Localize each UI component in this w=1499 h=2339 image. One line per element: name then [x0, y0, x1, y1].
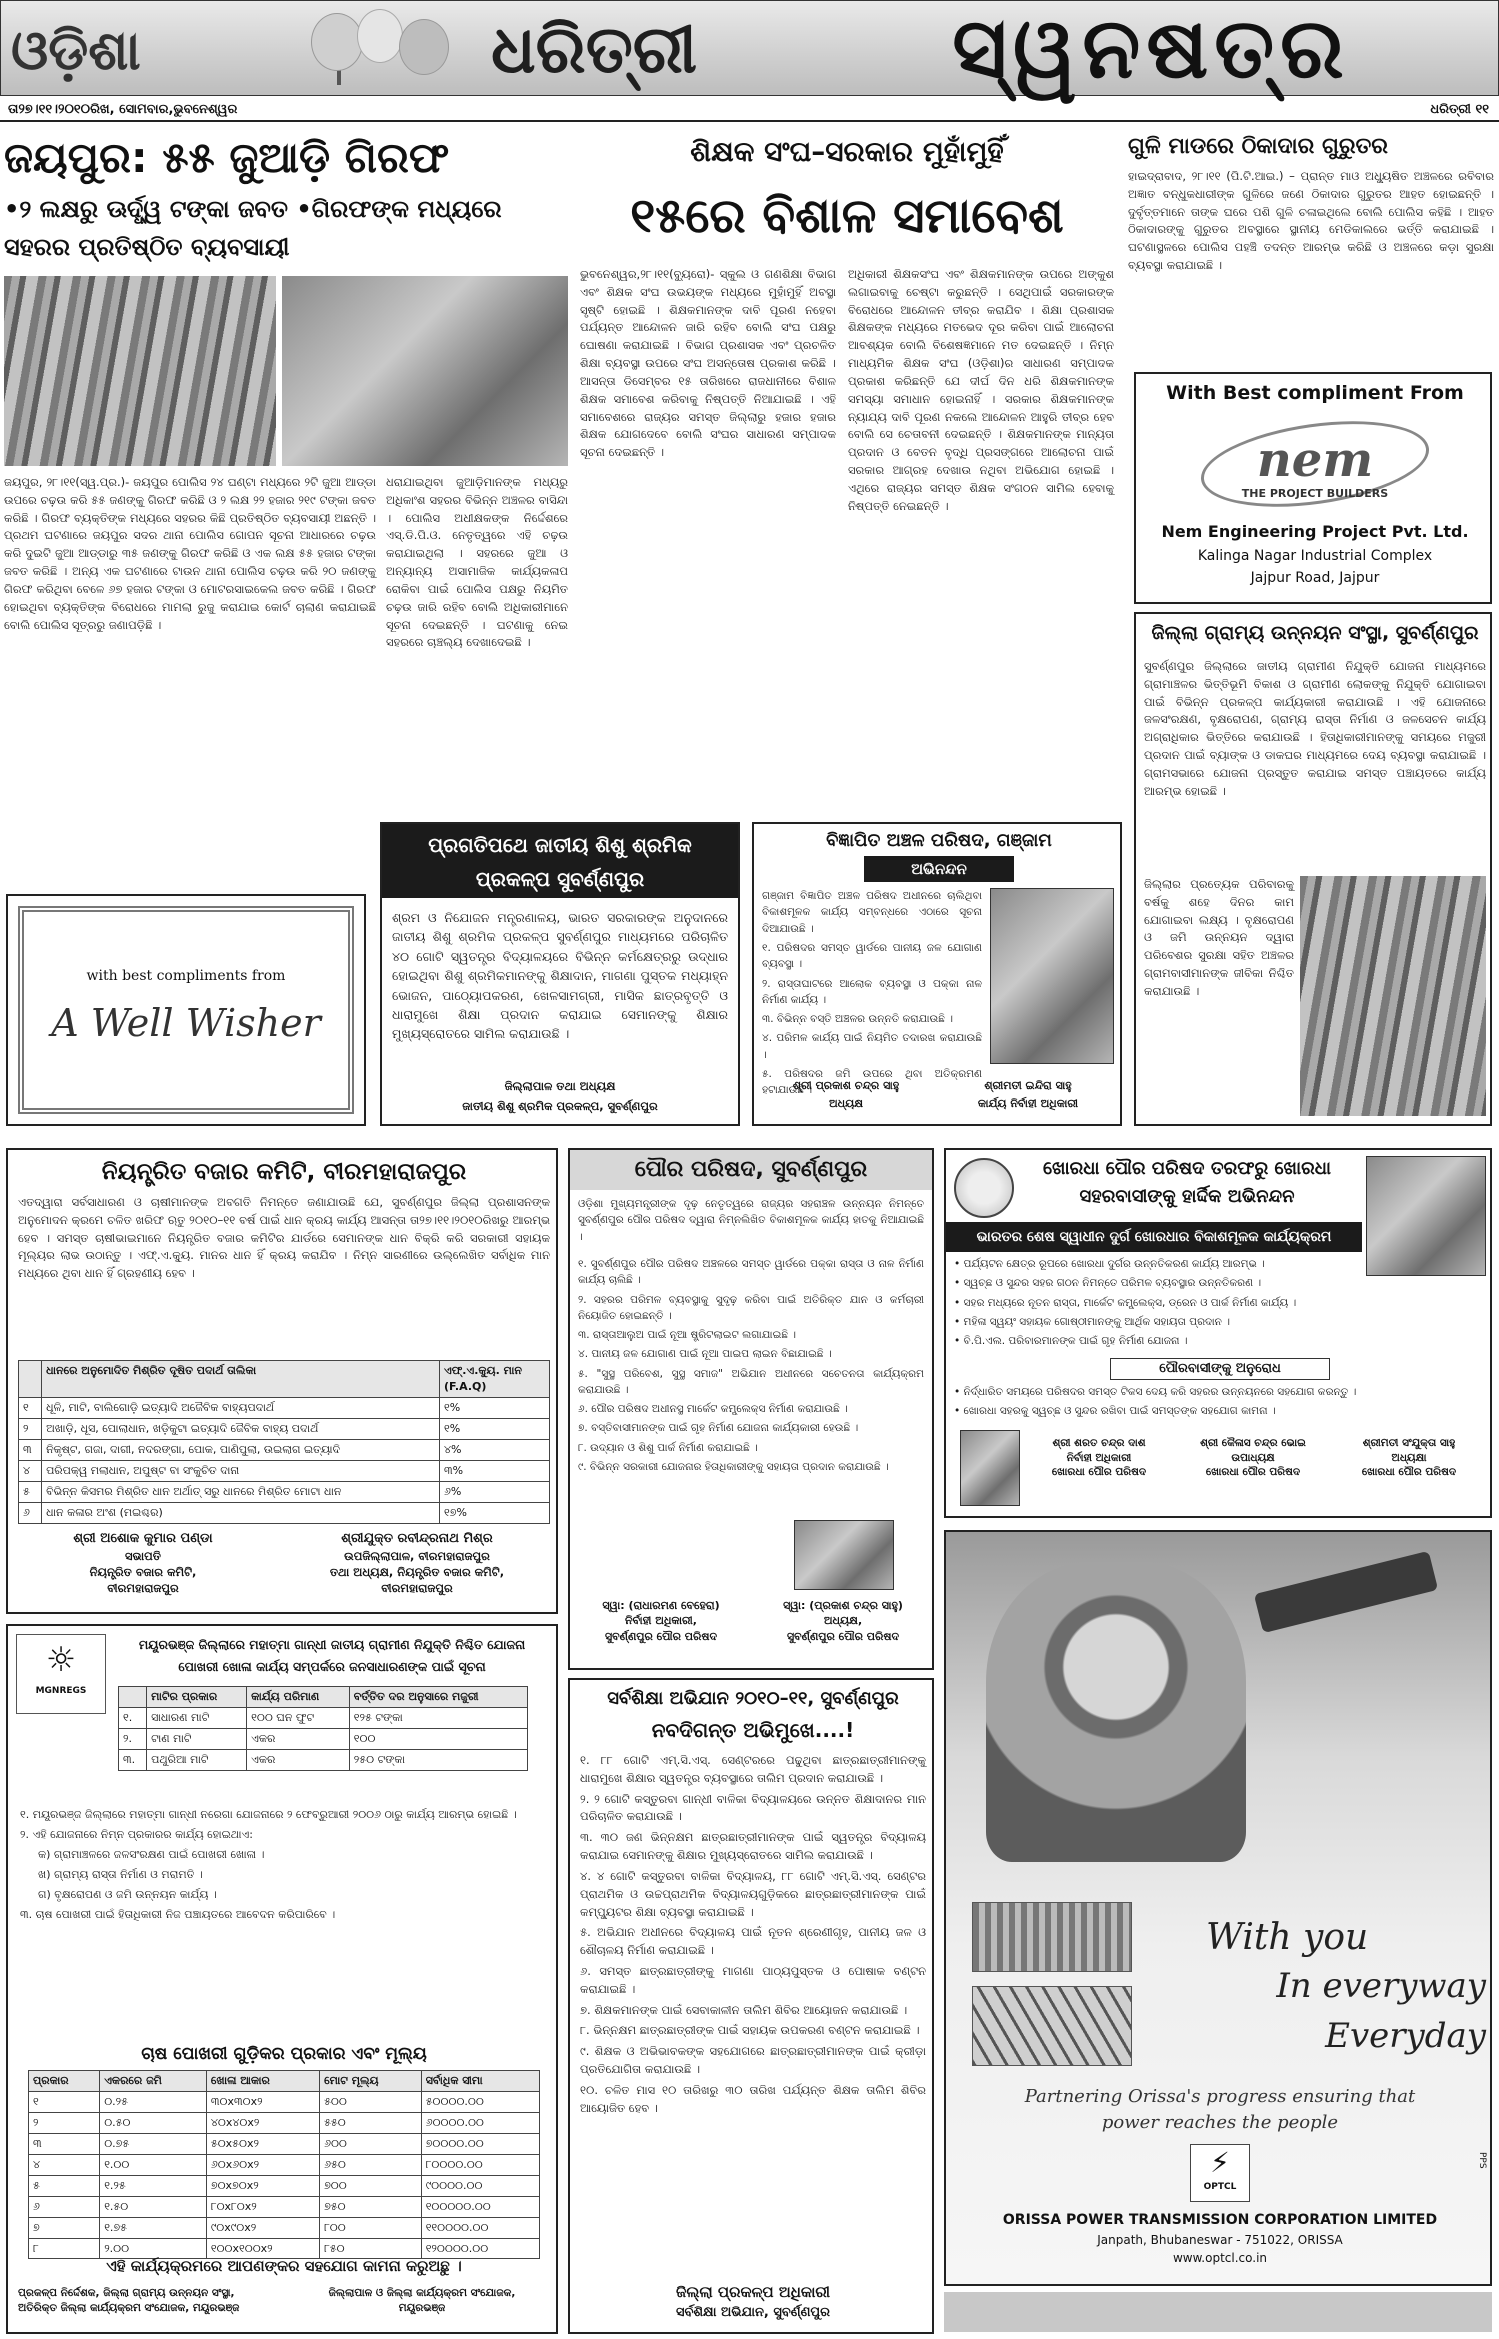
ad-ssa-sign-1: ଜିଲ୍ଲା ପ୍ରକଳ୍ପ ଅଧିକାରୀ	[675, 2283, 831, 2301]
ad-area-sign-1: ଶ୍ରୀ ପ୍ରକାଶ ଚନ୍ଦ୍ର ସାହୁ	[792, 1079, 900, 1092]
ad-paura-sign-1: ସ୍ୱା: (ରାଧାରମଣ ବେହେରା) ନିର୍ବାହୀ ଅଧିକାରୀ, ସୁବର୍ଣ୍ଣପୁର ପୌର ପରିଷଦ	[602, 1599, 720, 1643]
ad-nem-address-2: Jajpur Road, Jajpur	[1250, 570, 1380, 586]
ad-area-sign-2: ଶ୍ରୀମତୀ ଇନ୍ଦିରା ସାହୁ	[984, 1079, 1072, 1092]
list-item: ୧. ପରିଷଦର ସମସ୍ତ ୱାର୍ଡରେ ପାନୀୟ ଜଳ ଯୋଗାଣ ବ୍ୟବସ୍ଥା ।	[762, 942, 982, 971]
table-row: ୩. ପଥୁରିଆ ମାଟି ଏକର ୨୫୦ ଟଙ୍କା	[119, 1749, 528, 1770]
list-item: • ସହର ମଧ୍ୟରେ ନୂତନ ରାସ୍ତା, ମାର୍କେଟ କମ୍ପ୍ଲେକ୍ସ, ଡ୍ରେନ ଓ ପାର୍କ ନିର୍ମାଣ କାର୍ଯ୍ୟ ।	[954, 1296, 1297, 1309]
ad-ssa-subtitle: ନବଦିଗନ୍ତ ଅଭିମୁଖେ....!	[651, 1718, 855, 1742]
ad-area-sign-2-role: କାର୍ଯ୍ୟ ନିର୍ବାହୀ ଅଧିକାରୀ	[977, 1097, 1079, 1110]
photo-police-raid-2	[282, 276, 568, 466]
ad-optcl-line-3: Everyday	[1325, 2016, 1486, 2056]
ad-khordha-bar: ଭାରତର ଶେଷ ସ୍ୱାଧୀନ ଦୁର୍ଗ ଖୋରଧାର ବିକାଶମୂଳକ କାର୍ଯ୍ୟକ୍ରମ	[946, 1222, 1362, 1252]
list-item: ୮. ଉଦ୍ୟାନ ଓ ଶିଶୁ ପାର୍କ ନିର୍ମାଣ କରାଯାଇଛି ।	[578, 1441, 758, 1454]
list-item: ଖ) ଗ୍ରାମ୍ୟ ରାସ୍ତା ନିର୍ମାଣ ଓ ମରାମତି ।	[38, 1868, 203, 1882]
table-row: ୬ ୧.୫୦ ୮୦x୮୦x୨ ୭୫୦ ୧୦୦୦୦୦.୦୦	[29, 2196, 540, 2217]
ad-area-body: ଗଞ୍ଜାମ ବିଜ୍ଞାପିତ ଅଞ୍ଚଳ ପରିଷଦ ଅଧୀନରେ ଚାଲିଥିବା ବିକାଶମୂଳକ କାର୍ଯ୍ୟ ସମ୍ବନ୍ଧରେ ଏଠାରେ ସୂଚନା ଦିଆଯାଉଛି ।	[762, 890, 982, 935]
table-row: ୫ ବିଭିନ୍ନ କିସମର ମିଶ୍ରିତ ଧାନ ଅର୍ଥାତ୍ ସରୁ ଧାନରେ ମିଶ୍ରିତ ମୋଟା ଧାନ ୬%	[19, 1481, 550, 1502]
nem-logo	[1200, 420, 1430, 510]
ad-optcl-tagline-2: power reaches the people	[1101, 2112, 1339, 2133]
story-jaipur-body: ଜୟପୁର, ୨୮।୧୧(ସ୍ୱ.ପ୍ର.)- ଜୟପୁର ପୋଲିସ ୨୪ ଘଣ୍ଟା ମଧ୍ୟରେ ୨ଟି ଜୁଆ ଆଡ୍ଡା ଉପରେ ଚଢ଼ଉ କରି ୫୫ ଜଣଙ୍କୁ ଗିରଫ କରିଛି ଓ ୨ ଲକ୍ଷ ୨୨ ହଜାର ୨୧୯ ଟଙ୍କା ଜବତ କରିଛି । ଗିରଫ ବ୍ୟକ୍ତିଙ୍କ ମଧ୍ୟରେ ସହରର କିଛି ପ୍ରତିଷ୍ଠିତ ବ୍ୟବସାୟୀ ଅଛନ୍ତି । ପ୍ରଥମ ଘଟଣାରେ ଜୟପୁର ସଦର ଥାନା ପୋଲିସ ଗୋପନ ସୂଚନା ଆଧାରରେ ଚଢ଼ଉ କରି ଦୁଇଟି ଜୁଆ ଆଡ୍ଡାରୁ ୩୫ ଜଣଙ୍କୁ ଗିରଫ କରିଛି ଓ ଏକ ଲକ୍ଷ ୫୫ ହଜାର ଟଙ୍କା ଜବତ କରିଛି । ଅନ୍ୟ ଏକ ଘଟଣାରେ ଟାଉନ ଥାନା ପୋଲିସ ଚଢ଼ଉ କରି ୨୦ ଜଣଙ୍କୁ ଗିରଫ କରିଥିବା ବେଳେ ୬୭ ହଜାର ଟଙ୍କା ଓ ମୋଟରସାଇକେଲ ଜବତ କରିଛି । ଗିରଫ ହୋଇଥିବା ବ୍ୟକ୍ତିଙ୍କ ବିରୋଧରେ ମାମଲା ରୁଜୁ କରାଯାଇ କୋର୍ଟ ଚାଲାଣ କରାଯାଇଛି ବୋଲି ପୋଲିସ ସୂତ୍ରରୁ ଜଣାପଡ଼ିଛି ।	[4, 475, 376, 632]
list-item: ୯. ଶିକ୍ଷକ ଓ ଅଭିଭାବକଙ୍କ ସହଯୋଗରେ ଛାତ୍ରଛାତ୍ରୀମାନଙ୍କ ପାଇଁ କ୍ରୀଡ଼ା ପ୍ରତିଯୋଗିତା କରାଯାଉଛି ।	[580, 2044, 926, 2076]
story-contractor-body: ହାଇଦ୍ରାବାଦ, ୨୮।୧୧ (ପି.ଟି.ଆଇ.) – ପ୍ରାନ୍ତ ମାଓ ଅଧ୍ୟୁଷିତ ଅଞ୍ଚଳରେ ରବିବାର ଅଜ୍ଞାତ ବନ୍ଧୁକଧାରୀଙ୍କ ଗୁଳିରେ ଜଣେ ଠିକାଦାର ଗୁରୁତର ଆହତ ହୋଇଛନ୍ତି । ଦୁର୍ବୃତ୍ତମାନେ ତାଙ୍କ ଘରେ ପଶି ଗୁଳି ଚଳାଇଥିଲେ ବୋଲି ପୋଲିସ କହିଛି । ଆହତ ଠିକାଦାରଙ୍କୁ ଗୁରୁତର ଅବସ୍ଥାରେ ସ୍ଥାନୀୟ ମେଡିକାଲରେ ଭର୍ତ୍ତି କରାଯାଇଛି । ଘଟଣାସ୍ଥଳରେ ପୋଲିସ ପହଞ୍ଚି ତଦନ୍ତ ଆରମ୍ଭ କରିଛି ଓ ଅଞ୍ଚଳରେ କଡ଼ା ସୁରକ୍ଷା ବ୍ୟବସ୍ଥା କରାଯାଇଛି ।	[1128, 169, 1494, 273]
ad-optcl-tagline-1: Partnering Orissa's progress ensuring that	[1024, 2086, 1416, 2107]
list-item: ୪. ପାନୀୟ ଜଳ ଯୋଗାଣ ପାଇଁ ନୂଆ ପାଇପ ଲାଇନ ବିଛାଯାଇଛି ।	[578, 1348, 832, 1361]
photo-building	[972, 1902, 1132, 1972]
story-contractor	[1128, 128, 1494, 360]
ad-paura-intro: ଓଡ଼ିଶା ମୁଖ୍ୟମନ୍ତ୍ରୀଙ୍କ ଦୃଢ଼ ନେତୃତ୍ୱରେ ରାଜ୍ୟର ସହରାଞ୍ଚଳ ଉନ୍ନୟନ ନିମନ୍ତେ ସୁବର୍ଣ୍ଣପୁର ପୌର ପରିଷଦ ଦ୍ୱାରା ନିମ୍ନଲିଖିତ ବିକାଶମୂଳକ କାର୍ଯ୍ୟ ହାତକୁ ନିଆଯାଇଛି ।	[578, 1198, 924, 1243]
list-item: • ଖୋରଧା ସହରକୁ ସ୍ୱଚ୍ଛ ଓ ସୁନ୍ଦର ରଖିବା ପାଇଁ ସମସ୍ତଙ୍କ ସହଯୋଗ କାମନା ।	[954, 1405, 1276, 1418]
table-row: ୧ ଧୂଳି, ମାଟି, ବାଲିଗୋଡ଼ି ଇତ୍ୟାଦି ଅଜୈବିକ ବାହ୍ୟପଦାର୍ଥ ୧%	[19, 1397, 550, 1418]
ad-khordha-list-2	[954, 1384, 1484, 1424]
ad-area-council	[752, 822, 1122, 1126]
list-item: ୩. ବିଭିନ୍ନ ବସ୍ତି ଅଞ୍ଚଳର ଉନ୍ନତି କରାଯାଉଛି ।	[762, 1013, 953, 1026]
story-teachers-kicker: ଶିକ୍ଷକ ସଂଘ–ସରକାର ମୁହାଁମୁହିଁ	[690, 135, 1004, 168]
ad-khordha	[944, 1148, 1492, 1518]
ad-paura-subarnapur	[568, 1148, 934, 1670]
ad-paura-sign-2: ସ୍ୱା: (ପ୍ରକାଶ ଚନ୍ଦ୍ର ସାହୁ) ଅଧ୍ୟକ୍ଷ, ସୁବର୍ଣ୍ଣପୁର ପୌର ପରିଷଦ	[783, 1599, 903, 1643]
table-header: ଖୋଳା ଆକାର	[206, 2071, 319, 2092]
story-jaipur-subhead: •୨ ଲକ୍ଷରୁ ଊର୍ଦ୍ଧ୍ୱ ଟଙ୍କା ଜବତ •ଗିରଫଙ୍କ ମଧ୍ୟରେ ସହରର ପ୍ରତିଷ୍ଠିତ ବ୍ୟବସାୟୀ	[4, 195, 502, 261]
mgnrega-logo-text: MGNREGS	[35, 1686, 87, 1696]
ad-mgnrega-footer: ଏହି କାର୍ଯ୍ୟକ୍ରମରେ ଆପଣଙ୍କର ସହଯୋଗ କାମନା କରୁଅଛୁ ।	[106, 2257, 462, 2275]
ad-mgnrega-table-2	[28, 2070, 540, 2255]
ad-nem-company: Nem Engineering Project Pvt. Ltd.	[1161, 522, 1469, 541]
nem-logo-sub: THE PROJECT BUILDERS	[1241, 487, 1389, 500]
story-teachers	[574, 128, 1120, 808]
table-row: ୩ ୦.୭୫ ୫୦x୫୦x୨ ୬୦୦ ୭୦୦୦୦.୦୦	[29, 2133, 540, 2154]
ad-mgnrega-sign-2: ଜିଲ୍ଲାପାଳ ଓ ଜିଲ୍ଲା କାର୍ଯ୍ୟକ୍ରମ ସଂଯୋଜକ, ମୟୂରଭଞ୍ଜ	[328, 2287, 516, 2314]
photo-area-president	[990, 888, 1114, 1064]
dateline: ତା୨୭।୧୧।୨୦୧୦ରିଖ, ସୋମବାର,ଭୁବନେଶ୍ୱର	[8, 102, 238, 117]
story-teachers-headline: ୧୫ରେ ବିଶାଳ ସମାବେଶ	[630, 188, 1064, 244]
ad-mgnrega-table-2-title: ଚାଷ ପୋଖରୀ ଗୁଡ଼ିକର ପ୍ରକାର ଏବଂ ମୂଲ୍ୟ	[141, 2044, 427, 2064]
ad-market-table	[18, 1360, 550, 1520]
table-row: ୫ ୧.୨୫ ୭୦x୭୦x୨ ୭୦୦ ୯୦୦୦୦.୦୦	[29, 2175, 540, 2196]
table-row: ୧ ୦.୨୫ ୩୦x୩୦x୨ ୫୦୦ ୫୦୦୦୦.୦୦	[29, 2091, 540, 2112]
ad-nclp-sign-1: ଜିଲ୍ଲାପାଳ ତଥା ଅଧ୍ୟକ୍ଷ	[504, 1079, 616, 1093]
list-item: • ମହିଳା ସ୍ୱୟଂ ସହାୟକ ଗୋଷ୍ଠୀମାନଙ୍କୁ ଆର୍ଥିକ ସହାୟତା ପ୍ରଦାନ ।	[954, 1315, 1230, 1328]
list-item: ୬. ସମସ୍ତ ଛାତ୍ରଛାତ୍ରୀଙ୍କୁ ମାଗଣା ପାଠ୍ୟପୁସ୍ତକ ଓ ପୋଷାକ ବଣ୍ଟନ କରାଯାଇଛି ।	[580, 1963, 926, 1996]
ad-ssa-sign-2: ସର୍ବଶିକ୍ଷା ଅଭିଯାନ, ସୁବର୍ଣ୍ଣପୁର	[676, 2305, 830, 2320]
masthead	[0, 0, 1499, 96]
ad-nem-top: With Best compliment From	[1166, 382, 1464, 404]
ad-nclp-sign-2: ଜାତୀୟ ଶିଶୁ ଶ୍ରମିକ ପ୍ରକଳ୍ପ, ସୁବର୍ଣ୍ଣପୁର	[462, 1099, 658, 1113]
story-jaipur-headline: ଜୟପୁର: ୫୫ ଜୁଆଡ଼ି ଗିରଫ	[4, 133, 450, 182]
table-header: ଏକରରେ ଜମି	[100, 2071, 207, 2092]
story-contractor-headline: ଗୁଳି ମାଡରେ ଠିକାଦାର ଗୁରୁତର	[1128, 134, 1388, 159]
ad-ssa-list	[580, 1752, 926, 2272]
list-item: ୭. ବସ୍ତିବାସୀମାନଙ୍କ ପାଇଁ ଗୃହ ନିର୍ମାଣ ଯୋଜନା କାର୍ଯ୍ୟକାରୀ ହେଉଛି ।	[578, 1422, 859, 1435]
dateline-bar	[0, 98, 1499, 122]
ad-optcl-website: www.optcl.co.in	[1172, 2251, 1268, 2265]
grey-strip	[944, 2292, 1492, 2332]
table-row: ୨ ଅଖାଡ଼ି, ଧୂସ, ପୋଲାଧାନ, ଖଡ଼ିକୁଟା ଇତ୍ୟାଦି ଜୈବିକ ବାହ୍ୟ ପଦାର୍ଥ ୧%	[19, 1418, 550, 1439]
ad-khordha-title-2: ସହରବାସୀଙ୍କୁ ହାର୍ଦ୍ଦିକ ଅଭିନନ୍ଦନ	[1079, 1186, 1295, 1207]
table-row: ୨. ଟାଣ ମାଟି ଏକର ୧୦୦	[119, 1728, 528, 1749]
story-jaipur	[4, 128, 568, 808]
ad-optcl-line-1: With you	[1206, 1917, 1369, 1958]
table-header	[19, 1361, 42, 1398]
list-item: ୩. ୩୦ ଜଣ ଭିନ୍ନକ୍ଷମ ଛାତ୍ରଛାତ୍ରୀମାନଙ୍କ ପାଇଁ ସ୍ୱତନ୍ତ୍ର ବିଦ୍ୟାଳୟ କରାଯାଇ ସେମାନଙ୍କୁ ଶିକ୍ଷାର ମୁଖ୍ୟସ୍ରୋତରେ ସାମିଲ କରାଯାଉଛି ।	[580, 1830, 926, 1863]
lamp-icon	[1254, 1551, 1438, 1633]
ad-mgnrega-title-2: ପୋଖରୀ ଖୋଳା କାର୍ଯ୍ୟ ସମ୍ପର୍କରେ ଜନସାଧାରଣଙ୍କ ପାଇଁ ସୂଚନା	[178, 1659, 486, 1674]
ad-area-sign-1-role: ଅଧ୍ୟକ୍ଷ	[828, 1097, 864, 1110]
list-item: ୪. ପରିମଳ କାର୍ଯ୍ୟ ପାଇଁ ନିୟମିତ ତଦାରଖ କରାଯାଉଛି ।	[762, 1032, 982, 1061]
ad-optcl	[944, 1530, 1492, 2286]
table-row: ୩ ନିକୃଷ୍ଟ, ଗଜା, ଦାଗୀ, ନଦରଙ୍ଗା, ପୋକ, ପାଣିପୁଲା, ଉଇଲାଗ ଇତ୍ୟାଦି ୪%	[19, 1439, 550, 1460]
khordha-emblem	[954, 1158, 1014, 1218]
story-jaipur-body-2: ଧରାଯାଇଥିବା ଜୁଆଡ଼ିମାନଙ୍କ ମଧ୍ୟରୁ ଅଧିକାଂଶ ସହରର ବିଭିନ୍ନ ଅଞ୍ଚଳର ବାସିନ୍ଦା । ପୋଲିସ ଅଧୀକ୍ଷକଙ୍କ ନିର୍ଦ୍ଦେଶରେ ଏସ୍.ଡି.ପି.ଓ. ନେତୃତ୍ୱରେ ଏହି ଚଢ଼ଉ କରାଯାଇଥିଲା । ସହରରେ ଜୁଆ ଓ ଅନ୍ୟାନ୍ୟ ଅସାମାଜିକ କାର୍ଯ୍ୟକଳାପ ରୋକିବା ପାଇଁ ପୋଲିସ ପକ୍ଷରୁ ନିୟମିତ ଚଢ଼ଉ ଜାରି ରହିବ ବୋଲି ଅଧିକାରୀମାନେ ସୂଚନା ଦେଇଛନ୍ତି । ଘଟଣାକୁ ନେଇ ସହରରେ ଚାଞ୍ଚଲ୍ୟ ଦେଖାଦେଇଛି ।	[386, 475, 568, 650]
ad-market-body: ଏତଦ୍ୱାରା ସର୍ବସାଧାରଣ ଓ ଚାଷୀମାନଙ୍କ ଅବଗତି ନିମନ୍ତେ ଜଣାଯାଉଛି ଯେ, ସୁବର୍ଣ୍ଣପୁର ଜିଲ୍ଲା ପ୍ରଶାସନଙ୍କ ଅନୁମୋଦନ କ୍ରମେ ଚଳିତ ଖରିଫ ଋତୁ ୨୦୧୦–୧୧ ବର୍ଷ ପାଇଁ ଧାନ କ୍ରୟ କାର୍ଯ୍ୟ ଆସନ୍ତା ତା୨୭।୧୧।୨୦୧୦ରିଖରୁ ଆରମ୍ଭ ହେବ । ସମସ୍ତ ଚାଷୀଭାଇମାନେ ନିୟନ୍ତ୍ରିତ ବଜାର କମିଟିର ଯାର୍ଡରେ ସେମାନଙ୍କ ଧାନ ବିକ୍ରି କରି ସରକାରୀ ସହାୟକ ମୂଲ୍ୟର ଲାଭ ଉଠାନ୍ତୁ । ଏଫ୍.ଏ.କ୍ୟୁ. ମାନର ଧାନ ହିଁ କ୍ରୟ କରାଯିବ । ନିମ୍ନ ସାରଣୀରେ ଉଲ୍ଲେଖିତ ସର୍ବାଧିକ ମାନ ମଧ୍ୟରେ ଥିବା ଧାନ ହିଁ ଗ୍ରହଣୀୟ ହେବ ।	[18, 1195, 550, 1281]
ad-khordha-title-1: ଖୋରଧା ପୌର ପରିଷଦ ତରଫରୁ ଖୋରଧା	[1042, 1158, 1332, 1179]
list-item: ୧. ମୟୂରଭଞ୍ଜ ଜିଲ୍ଲାରେ ମହାତ୍ମା ଗାନ୍ଧୀ ନରେଗା ଯୋଜନାରେ ୨ ଫେବ୍ରୁଆରୀ ୨୦୦୬ ଠାରୁ କାର୍ଯ୍ୟ ଆରମ୍ଭ ହୋଇଛି ।	[20, 1808, 517, 1821]
table-header: ପ୍ରକାର	[29, 2071, 100, 2092]
masthead-edition: ଓଡ଼ିଶା	[11, 15, 341, 85]
list-item: ୧୦. ଚଳିତ ମାସ ୧୦ ତାରିଖରୁ ୩୦ ତାରିଖ ପର୍ଯ୍ୟନ୍ତ ଶିକ୍ଷକ ତାଲିମ ଶିବିର ଆୟୋଜିତ ହେବ ।	[580, 2082, 926, 2115]
ad-mgnrega-sign-1: ପ୍ରକଳ୍ପ ନିର୍ଦ୍ଦେଶକ, ଜିଲ୍ଲା ଗ୍ରାମ୍ୟ ଉନ୍ନୟନ ସଂସ୍ଥା, ଅତିରିକ୍ତ ଜିଲ୍ଲା କାର୍ଯ୍ୟକ୍ରମ ସଂଯୋଜକ, ମୟୂରଭଞ୍ଜ	[18, 2287, 240, 2314]
ad-khordha-sign-1: ଶ୍ରୀ ଶରତ ଚନ୍ଦ୍ର ଦାଶ ନିର୍ବାହୀ ଅଧିକାରୀ ଖୋରଧା ପୌର ପରିଷଦ	[1051, 1437, 1147, 1479]
table-row: ୨ ୦.୫୦ ୪୦x୪୦x୨ ୫୫୦ ୬୦୦୦୦.୦୦	[29, 2112, 540, 2133]
photo-paura-official	[794, 1520, 894, 1590]
ad-area-badge: ଅଭିନନ୍ଦନ	[864, 856, 1014, 882]
ad-khordha-sign-3: ଶ୍ରୀମତୀ ସଂଯୁକ୍ତା ସାହୁ ଅଧ୍ୟକ୍ଷା ଖୋରଧା ପୌର ପରିଷଦ	[1361, 1437, 1457, 1479]
ad-drda-body-2: ଜିଲ୍ଲାର ପ୍ରତ୍ୟେକ ପରିବାରକୁ ବର୍ଷକୁ ଶହେ ଦିନର କାମ ଯୋଗାଇବା ଲକ୍ଷ୍ୟ । ବୃକ୍ଷରୋପଣ ଓ ଜମି ଉନ୍ନୟନ ଦ୍ୱାରା ପରିବେଶର ସୁରକ୍ଷା ସହିତ ଅଞ୍ଚଳର ଗ୍ରାମବାସୀମାନଙ୍କ ଜୀବିକା ନିଶ୍ଚିତ କରାଯାଉଛି ।	[1144, 877, 1294, 998]
photo-substation	[972, 1986, 1132, 2066]
list-item: ୮. ଭିନ୍ନକ୍ଷମ ଛାତ୍ରଛାତ୍ରୀଙ୍କ ପାଇଁ ସହାୟକ ଉପକରଣ ବଣ୍ଟନ କରାଯାଇଛି ।	[580, 2023, 920, 2038]
table-row: ୮ ୨.୦୦ ୧୦୦x୧୦୦x୨ ୮୫୦ ୧୨୦୦୦୦.୦୦	[29, 2238, 540, 2259]
list-item: ୫. ପରିଷଦର ଜମି ଉପରେ ଥିବା ଅତିକ୍ରମଣ ହଟାଯାଉଛି ।	[762, 1067, 982, 1097]
ad-nclp-title: ପ୍ରଗତିପଥେ ଜାତୀୟ ଶିଶୁ ଶ୍ରମିକ ପ୍ରକଳ୍ପ ସୁବର୍ଣ୍ଣପୁର	[382, 824, 738, 898]
ad-khordha-list	[954, 1256, 1484, 1356]
ad-drda-body: ସୁବର୍ଣ୍ଣପୁର ଜିଲ୍ଲାରେ ଜାତୀୟ ଗ୍ରାମୀଣ ନିଯୁକ୍ତି ଯୋଜନା ମାଧ୍ୟମରେ ଗ୍ରାମାଞ୍ଚଳର ଭିତ୍ତିଭୂମି ବିକାଶ ଓ ଗ୍ରାମୀଣ ଲୋକଙ୍କୁ ନିଯୁକ୍ତି ଯୋଗାଇବା ପାଇଁ ବିଭିନ୍ନ ପ୍ରକଳ୍ପ କାର୍ଯ୍ୟକାରୀ କରାଯାଉଛି । ଏହି ଯୋଜନାରେ ଜଳସଂରକ୍ଷଣ, ବୃକ୍ଷରୋପଣ, ଗ୍ରାମ୍ୟ ରାସ୍ତା ନିର୍ମାଣ ଓ ଜଳସେଚନ କାର୍ଯ୍ୟ ଅଗ୍ରାଧିକାର ଭିତ୍ତିରେ କରାଯାଉଛି । ହିତାଧିକାରୀମାନଙ୍କୁ ସମୟରେ ମଜୁରୀ ପ୍ରଦାନ ପାଇଁ ବ୍ୟାଙ୍କ ଓ ଡାକଘର ମାଧ୍ୟମରେ ଦେୟ ବ୍ୟବସ୍ଥା କରାଯାଇଛି । ଗ୍ରାମସଭାରେ ଯୋଜନା ପ୍ରସ୍ତୁତ କରାଯାଇ ସମସ୍ତ ପଞ୍ଚାୟତରେ କାର୍ଯ୍ୟ ଆରମ୍ଭ ହୋଇଛି ।	[1144, 659, 1486, 798]
ad-mgnrega-title-1: ମୟୂରଭଞ୍ଜ ଜିଲ୍ଲାରେ ମହାତ୍ମା ଗାନ୍ଧୀ ଜାତୀୟ ଗ୍ରାମୀଣ ନିଯୁକ୍ତି ନିଶ୍ଚିତ ଯୋଜନା	[138, 1637, 526, 1652]
list-item: ୩. ରାସ୍ତାଆଲୁଅ ପାଇଁ ନୂଆ ଷ୍ଟ୍ରିଟଲାଇଟ ଲଗାଯାଇଛି ।	[578, 1329, 797, 1342]
ad-market-sign-1: ଶ୍ରୀ ଅଶୋକ କୁମାର ପଣ୍ଡା ସଭାପତି ନିୟନ୍ତ୍ରିତ ବଜାର କମିଟି, ବୀରମହାରାଜପୁର	[73, 1531, 213, 1596]
ad-market-title: ନିୟନ୍ତ୍ରିତ ବଜାର କମିଟି, ବୀରମହାରାଜପୁର	[101, 1159, 467, 1185]
ad-khordha-mid: ପୌରବାସୀଙ୍କୁ ଅନୁରୋଧ	[1110, 1358, 1330, 1380]
ad-mgnrega-table-1	[118, 1686, 528, 1796]
photo-police-raid-1	[4, 276, 276, 466]
balloons-decoration	[301, 7, 461, 91]
list-item: • ସ୍ୱଚ୍ଛ ଓ ସୁନ୍ଦର ସହର ଗଠନ ନିମନ୍ତେ ପରିମଳ ବ୍ୟବସ୍ଥାର ଉନ୍ନତିକରଣ ।	[954, 1277, 1262, 1290]
list-item: ୨. ଏହି ଯୋଜନାରେ ନିମ୍ନ ପ୍ରକାରର କାର୍ଯ୍ୟ ହୋଇଥାଏ:	[20, 1828, 253, 1842]
list-item: • ପର୍ଯ୍ୟଟନ କ୍ଷେତ୍ର ରୂପରେ ଖୋରଧା ଦୁର୍ଗର ଉନ୍ନତିକରଣ କାର୍ଯ୍ୟ ଆରମ୍ଭ ।	[954, 1258, 1265, 1270]
table-row: ୪ ୧.୦୦ ୬୦x୬୦x୨ ୬୫୦ ୮୦୦୦୦.୦୦	[29, 2154, 540, 2175]
list-item: ୭. ଶିକ୍ଷକମାନଙ୍କ ପାଇଁ ସେବାକାଳୀନ ତାଲିମ ଶିବିର ଆୟୋଜନ କରାଯାଉଛି ।	[580, 2002, 908, 2017]
list-item: ୩. ଚାଷ ପୋଖରୀ ପାଇଁ ହିତାଧିକାରୀ ନିଜ ପଞ୍ଚାୟତରେ ଆବେଦନ କରିପାରିବେ ।	[20, 1908, 336, 1922]
ad-ssa-title: ସର୍ବଶିକ୍ଷା ଅଭିଯାନ ୨୦୧୦–୧୧, ସୁବର୍ଣ୍ଣପୁର	[607, 1688, 899, 1709]
table-header	[119, 1687, 147, 1708]
list-item: ୫. ଅଭିଯାନ ଅଧୀନରେ ବିଦ୍ୟାଳୟ ପାଇଁ ନୂତନ ଶ୍ରେଣୀଗୃହ, ପାନୀୟ ଜଳ ଓ ଶୌଚାଳୟ ନିର୍ମାଣ କରାଯାଇଛି ।	[580, 1925, 926, 1958]
table-row: ୧. ସାଧାରଣ ମାଟି ୧୦୦ ଘନ ଫୁଟ ୧୨୫ ଟଙ୍କା	[119, 1707, 528, 1728]
photo-plantation	[1300, 876, 1486, 1116]
photo-khordha-officer	[960, 1430, 1020, 1506]
ad-mgnrega-mayurbhanj	[6, 1624, 558, 2334]
ad-optcl-company: ORISSA POWER TRANSMISSION CORPORATION LIMITED	[1002, 2212, 1438, 2228]
table-row: ୬ ଧାନ କଳାର ଅଂଶ (ମଇଶ୍ଚର) ୧୭%	[19, 1502, 550, 1523]
list-item: • ବି.ପି.ଏଲ. ପରିବାରମାନଙ୍କ ପାଇଁ ଗୃହ ନିର୍ମାଣ ଯୋଜନା ।	[954, 1335, 1188, 1348]
ad-khordha-sign-2: ଶ୍ରୀ କୈଳାସ ଚନ୍ଦ୍ର ଭୋଇ ଉପାଧ୍ୟକ୍ଷ ଖୋରଧା ପୌର ପରିଷଦ	[1200, 1437, 1306, 1479]
list-item: ୨. ୨ ଗୋଟି କସ୍ତୁରବା ଗାନ୍ଧୀ ବାଳିକା ବିଦ୍ୟାଳୟରେ ଉନ୍ନତ ଶିକ୍ଷାଦାନର ମାନ ପରିଚାଳିତ କରାଯାଉଛି ।	[580, 1791, 926, 1824]
list-item: ୧. ୮୮ ଗୋଟି ଏମ୍.ସି.ଏସ୍. ସେଣ୍ଟରରେ ପଢୁଥିବା ଛାତ୍ରଛାତ୍ରୀମାନଙ୍କୁ ଧାରାମୁଖେ ଶିକ୍ଷାର ସ୍ୱତନ୍ତ୍ର ବ୍ୟବସ୍ଥାରେ ତାଲିମ ପ୍ରଦାନ କରାଯାଉଛି ।	[580, 1753, 926, 1785]
ad-wisher-top: with best compliments from	[86, 968, 286, 984]
list-item: ୨. ସହରର ପରିମଳ ବ୍ୟବସ୍ଥାକୁ ସୁଦୃଢ଼ କରିବା ପାଇଁ ଅତିରିକ୍ତ ଯାନ ଓ କର୍ମଚାରୀ ନିୟୋଜିତ ହୋଇଛନ୍ତି ।	[578, 1293, 924, 1322]
masthead-title-main: ସ୍ୱନଷତ୍ର	[952, 0, 1350, 97]
ad-sarva-shiksha	[568, 1678, 934, 2334]
table-header: ମୋଟ ମୂଲ୍ୟ	[320, 2071, 422, 2092]
ad-nem-engineering	[1134, 372, 1492, 604]
ad-market-sign-2: ଶ୍ରୀଯୁକ୍ତ ରବୀନ୍ଦ୍ରନାଥ ମିଶ୍ର ଉପଜିଲ୍ଲାପାଳ, ବୀରମହାରାଜପୁର ତଥା ଅଧ୍ୟକ୍ଷ, ନିୟନ୍ତ୍ରିତ ବଜାର କମିଟି, ବୀରମହାରାଜପୁର	[329, 1531, 505, 1596]
ad-market-committee	[6, 1148, 558, 1614]
ad-mgnrega-notes	[20, 1806, 548, 2046]
list-item: ୬. ପୌର ପରିଷଦ ଅଧୀନସ୍ଥ ମାର୍କେଟ କମ୍ପ୍ଲେକ୍ସ ନିର୍ମାଣ କରାଯାଉଛି ।	[578, 1403, 848, 1416]
table-row: ୭ ୧.୭୫ ୯୦x୯୦x୨ ୮୦୦ ୧୧୦୦୦୦.୦୦	[29, 2217, 540, 2238]
ad-paura-list	[578, 1256, 924, 1516]
ad-optcl-code: PPS	[1477, 2152, 1487, 2169]
table-header: ଏଫ୍.ଏ.କ୍ୟୁ. ମାନ (F.A.Q)	[440, 1361, 550, 1398]
mgnrega-logo: ☼ MGNREGS	[16, 1634, 106, 1714]
table-row: ୪ ପରିପକ୍ୱ ମଲାଧାନ, ଅପୁଷ୍ଟ ବା ସଂକୁଚିତ ଦାନା ୩%	[19, 1460, 550, 1481]
table-header: ବର୍ତ୍ତିତ ଦର ଅନୁସାରେ ମଜୁରୀ	[349, 1687, 527, 1708]
story-teachers-col1: ଭୁବନେଶ୍ୱର,୨୮।୧୧(ବ୍ୟୁରୋ)- ସ୍କୁଲ ଓ ଗଣଶିକ୍ଷା ବିଭାଗ ଏବଂ ଶିକ୍ଷକ ସଂଘ ଉଭୟଙ୍କ ମଧ୍ୟରେ ମୁହାଁମୁହିଁ ଅବସ୍ଥା ସୃଷ୍ଟି ହୋଇଛି । ଶିକ୍ଷକମାନଙ୍କ ଦାବି ପୂରଣ ନହେବା ପର୍ଯ୍ୟନ୍ତ ଆନ୍ଦୋଳନ ଜାରି ରହିବ ବୋଲି ସଂଘ ପକ୍ଷରୁ ଘୋଷଣା କରାଯାଇଛି । ବିଭାଗ ପ୍ରଶାସକ ଏବଂ ପ୍ରଚଳିତ ଶିକ୍ଷା ବ୍ୟବସ୍ଥା ଉପରେ ସଂଘ ଅସନ୍ତୋଷ ପ୍ରକାଶ କରିଛି । ଆସନ୍ତା ଡିସେମ୍ବର ୧୫ ତାରିଖରେ ରାଜଧାନୀରେ ବିଶାଳ ଶିକ୍ଷକ ସମାବେଶ କରିବାକୁ ନିଷ୍ପତ୍ତି ନିଆଯାଇଛି । ଏହି ସମାବେଶରେ ରାଜ୍ୟର ସମସ୍ତ ଜିଲ୍ଲାରୁ ହଜାର ହଜାର ଶିକ୍ଷକ ଯୋଗଦେବେ ବୋଲି ସଂଘର ସାଧାରଣ ସମ୍ପାଦକ ସୂଚନା ଦେଇଛନ୍ତି ।	[580, 267, 836, 460]
list-item: • ନିର୍ଦ୍ଧାରିତ ସମୟରେ ପରିଷଦର ସମସ୍ତ ଟିକସ ଦେୟ କରି ସହରର ଉନ୍ନୟନରେ ସହଯୋଗ କରନ୍ତୁ ।	[954, 1386, 1357, 1398]
optcl-logo	[1190, 2144, 1250, 2202]
list-item: ୧. ସୁବର୍ଣ୍ଣପୁର ପୌର ପରିଷଦ ଅଞ୍ଚଳରେ ସମସ୍ତ ୱାର୍ଡରେ ପକ୍କା ରାସ୍ତା ଓ ନାଳ ନିର୍ମାଣ କାର୍ଯ୍ୟ ଚାଲିଛି ।	[578, 1258, 924, 1287]
list-item: ୪. ୪ ଗୋଟି କସ୍ତୁରବା ବାଳିକା ବିଦ୍ୟାଳୟ, ୮୮ ଗୋଟି ଏମ୍.ସି.ଏସ୍. ସେଣ୍ଟର ପ୍ରାଥମିକ ଓ ଉଚ୍ଚପ୍ରାଥମିକ ବିଦ୍ୟାଳୟଗୁଡ଼ିକରେ ଛାତ୍ରଛାତ୍ରୀମାନଙ୍କ ପାଇଁ କମ୍ପ୍ୟୁଟର ଶିକ୍ଷା ବ୍ୟବସ୍ଥା କରାଯାଇଛି ।	[580, 1868, 926, 1919]
table-header: ସର୍ବାଧିକ ସୀମା	[421, 2071, 539, 2092]
list-item: ୫. "ସୁସ୍ଥ ପରିବେଶ, ସୁସ୍ଥ ସମାଜ" ଅଭିଯାନ ଅଧୀନରେ ସଚେତନତା କାର୍ଯ୍ୟକ୍ରମ କରାଯାଉଛି ।	[578, 1367, 924, 1396]
ad-drda-title: ଜିଲ୍ଲା ଗ୍ରାମ୍ୟ ଉନ୍ନୟନ ସଂସ୍ଥା, ସୁବର୍ଣ୍ଣପୁର	[1151, 622, 1479, 644]
page-number: ଧରିତ୍ରୀ ୧୧	[1430, 102, 1489, 117]
list-item: ୨. ରାସ୍ତାଘାଟରେ ଆଲୋକ ବ୍ୟବସ୍ଥା ଓ ପକ୍କା ନାଳ ନିର୍ମାଣ କାର୍ଯ୍ୟ ।	[762, 977, 982, 1006]
optcl-tower-icon: ⚡	[1210, 2146, 1230, 2179]
masthead-title-left: ଧରିତ୍ରୀ	[491, 10, 698, 88]
table-header: କାର୍ଯ୍ୟ ପରିମାଣ	[247, 1687, 350, 1708]
list-item: ଗ) ବୃକ୍ଷରୋପଣ ଓ ଜମି ଉନ୍ନୟନ କାର୍ଯ୍ୟ ।	[38, 1888, 217, 1902]
ad-area-title: ବିଜ୍ଞାପିତ ଅଞ୍ଚଳ ପରିଷଦ, ଗଞ୍ଜାମ	[826, 830, 1052, 851]
ad-paura-title: ପୌର ପରିଷଦ, ସୁବର୍ଣ୍ଣପୁର	[570, 1150, 932, 1190]
ad-optcl-address: Janpath, Bhubaneswar - 751022, ORISSA	[1097, 2233, 1343, 2247]
nem-logo-text: nem	[1256, 432, 1374, 488]
list-item: କ) ଗ୍ରାମାଞ୍ଚଳରେ ଜଳସଂରକ୍ଷଣ ପାଇଁ ପୋଖରୀ ଖୋଳା ।	[38, 1848, 265, 1862]
optcl-logo-text: OPTCL	[1203, 2182, 1237, 2192]
table-header: ମାଟିର ପ୍ରକାର	[147, 1687, 247, 1708]
ad-nclp	[380, 822, 740, 1126]
photo-child-reading	[986, 1562, 1246, 1862]
story-teachers-col2: ଅଧିକାରୀ ଶିକ୍ଷକସଂଘ ଏବଂ ଶିକ୍ଷକମାନଙ୍କ ଉପରେ ଅଙ୍କୁଶ ଲଗାଇବାକୁ ଚେଷ୍ଟା କରୁଛନ୍ତି । ସେଥିପାଇଁ ସରକାରଙ୍କ ବିରୋଧରେ ଆନ୍ଦୋଳନ ତୀବ୍ର କରାଯିବ । ଶିକ୍ଷା ପ୍ରଶାସକ ଶିକ୍ଷକଙ୍କ ମଧ୍ୟରେ ମତଭେଦ ଦୂର କରିବା ପାଇଁ ଆଲୋଚନା ଆବଶ୍ୟକ ବୋଲି ବିଶେଷଜ୍ଞମାନେ ମତ ଦେଇଛନ୍ତି । ନିମ୍ନ ମାଧ୍ୟମିକ ଶିକ୍ଷକ ସଂଘ (ଓଡ଼ିଶା)ର ସାଧାରଣ ସମ୍ପାଦକ ପ୍ରକାଶ କରିଛନ୍ତି ଯେ ଦୀର୍ଘ ଦିନ ଧରି ଶିକ୍ଷକମାନଙ୍କ ସମସ୍ୟା ସମାଧାନ ହୋଇନାହିଁ । ସରକାର ଶିକ୍ଷକମାନଙ୍କ ନ୍ୟାଯ୍ୟ ଦାବି ପୂରଣ ନକଲେ ଆନ୍ଦୋଳନ ଆହୁରି ତୀବ୍ର ହେବ ବୋଲି ସେ ଚେତାବନୀ ଦେଇଛନ୍ତି । ଶିକ୍ଷକମାନଙ୍କ ମାନ୍ୟତା ପ୍ରଦାନ ଓ ବେତନ ବୃଦ୍ଧି ପ୍ରସଙ୍ଗରେ ଆଲୋଚନା ପାଇଁ ସରକାର ଆଗ୍ରହ ଦେଖାଉ ନଥିବା ଅଭିଯୋଗ ହୋଇଛି । ଏଥିରେ ରାଜ୍ୟର ସମସ୍ତ ଶିକ୍ଷକ ସଂଗଠନ ସାମିଲ ହେବାକୁ ନିଷ୍ପତ୍ତି ନେଇଛନ୍ତି ।	[848, 267, 1114, 513]
list-item: ୯. ବିଭିନ୍ନ ସରକାରୀ ଯୋଜନାର ହିତାଧିକାରୀଙ୍କୁ ସହାୟତା ପ୍ରଦାନ କରାଯାଉଛି ।	[578, 1460, 889, 1473]
ad-optcl-line-2: In everyway	[1276, 1966, 1486, 2006]
ad-wisher-main: A Well Wisher	[51, 1001, 321, 1045]
ad-drda-subarnapur	[1134, 612, 1492, 1126]
table-header: ଧାନରେ ଅନୁମୋଦିତ ମିଶ୍ରିତ ଦୂଷିତ ପଦାର୍ଥ ତାଲିକା	[42, 1361, 440, 1398]
ad-well-wisher	[6, 894, 366, 1126]
ad-nem-address-1: Kalinga Nagar Industrial Complex	[1197, 548, 1433, 564]
ad-nclp-body: ଶ୍ରମ ଓ ନିଯୋଜନ ମନ୍ତ୍ରଣାଳୟ, ଭାରତ ସରକାରଙ୍କ ଅନୁଦାନରେ ଜାତୀୟ ଶିଶୁ ଶ୍ରମିକ ପ୍ରକଳ୍ପ ସୁବର୍ଣ୍ଣପୁର ମାଧ୍ୟମରେ ପରିଚାଳିତ ୪୦ ଗୋଟି ସ୍ୱତନ୍ତ୍ର ବିଦ୍ୟାଳୟରେ ବିଭିନ୍ନ କର୍ମକ୍ଷେତ୍ରରୁ ଉଦ୍ଧାର ହୋଇଥିବା ଶିଶୁ ଶ୍ରମିକମାନଙ୍କୁ ଶିକ୍ଷାଦାନ, ମାଗଣା ପୁସ୍ତକ ମଧ୍ୟାହ୍ନ ଭୋଜନ, ପାଠ୍ୟୋପକରଣ, ଖେଳସାମଗ୍ରୀ, ମାସିକ ଛାତ୍ରବୃତ୍ତି ଓ ଧାରାମୁଖେ ଶିକ୍ଷା ପ୍ରଦାନ କରାଯାଇ ସେମାନଙ୍କୁ ଶିକ୍ଷାର ମୁଖ୍ୟସ୍ରୋତରେ ସାମିଲ କରାଯାଉଛି ।	[392, 910, 728, 1042]
